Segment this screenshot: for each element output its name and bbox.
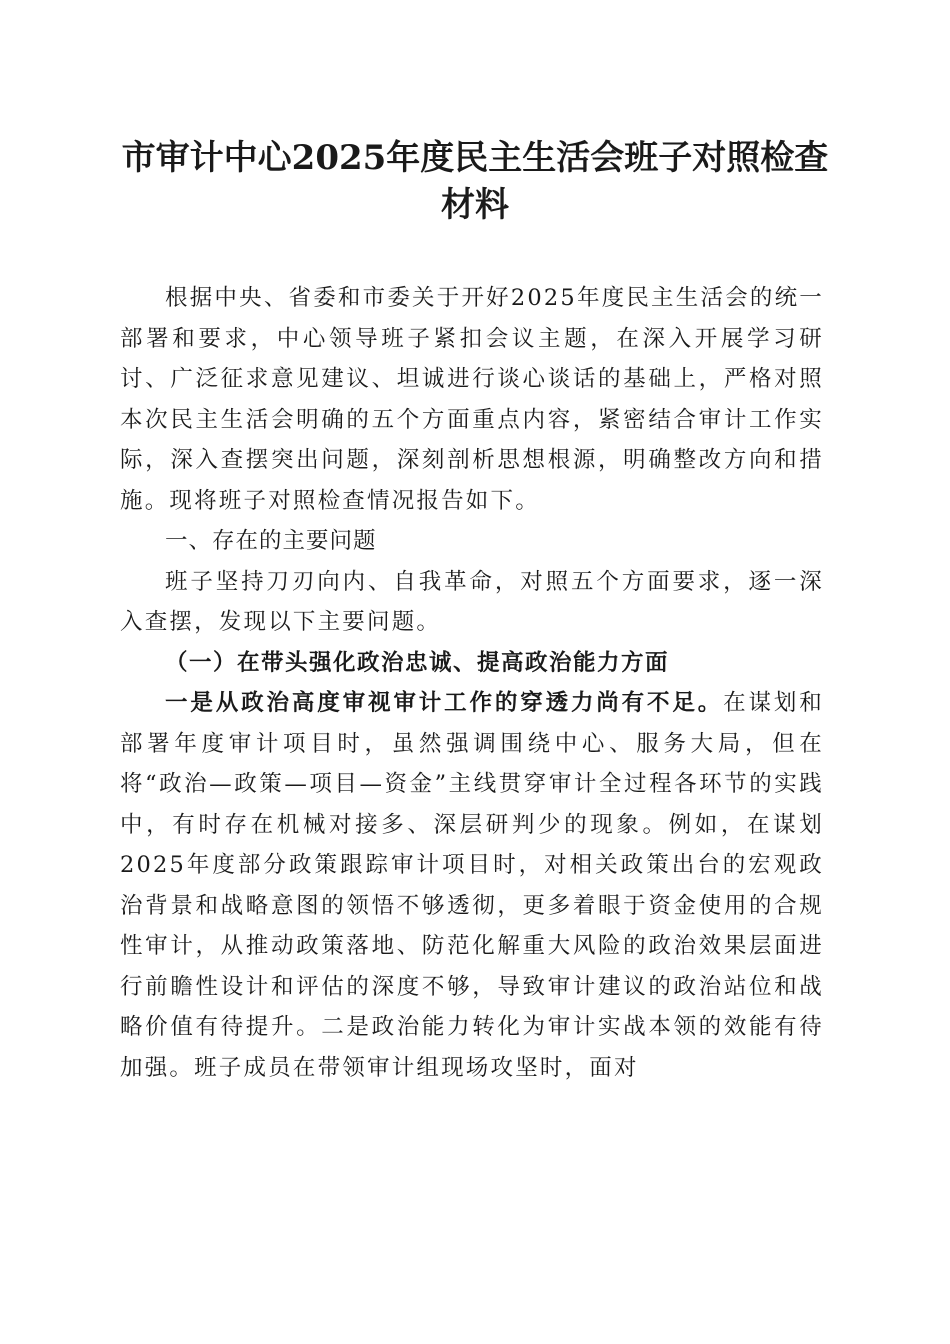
subsection-heading-political: （一）在带头强化政治忠诚、提高政治能力方面	[165, 649, 670, 676]
point-1-body: 在谋划和部署年度审计项目时，虽然强调围绕中心、服务大局，但在将“政治—政策—项目—资金”主线贯穿审计全过程各环节的实践中，有时存在机械对接多、深层研判少的现象。例如，在谋划2025年度部分政策跟踪审计项目时，对相关政策出台的宏观政治背景和战略意图的领悟不够透彻，更多着眼于资金使用的合规性审计，从推动政策落地、防范化解重大风险的政治效果层面进行前瞻性设计和评估的深度不够，导致审计建议的政治站位和战略价值有待提升。	[120, 690, 824, 1040]
point-1-lead: 一是从政治高度审视审计工作的穿透力尚有不足。	[165, 690, 724, 716]
document-body	[120, 278, 824, 1088]
section-heading-problems: 一、存在的主要问题	[165, 528, 377, 554]
point-2-body: 二是政治能力转化为审计实战本领的效能有待加强。班子成员在带领审计组现场攻坚时，面对	[120, 1014, 824, 1081]
section-paragraph: 班子坚持刀刃向内、自我革命，对照五个方面要求，逐一深入查摆，发现以下主要问题。	[120, 568, 824, 635]
point-paragraph	[120, 683, 824, 1088]
intro-paragraph: 根据中央、省委和市委关于开好2025年度民主生活会的统一部署和要求，中心领导班子紧扣会议主题，在深入开展学习研讨、广泛征求意见建议、坦诚进行谈心谈话的基础上，严格对照本次民主生活会明确的五个方面重点内容，紧密结合审计工作实际，深入查摆突出问题，深刻剖析思想根源，明确整改方向和措施。现将班子对照检查情况报告如下。	[120, 285, 824, 514]
document-title: 市审计中心2025年度民主生活会班子对照检查材料	[121, 138, 829, 225]
